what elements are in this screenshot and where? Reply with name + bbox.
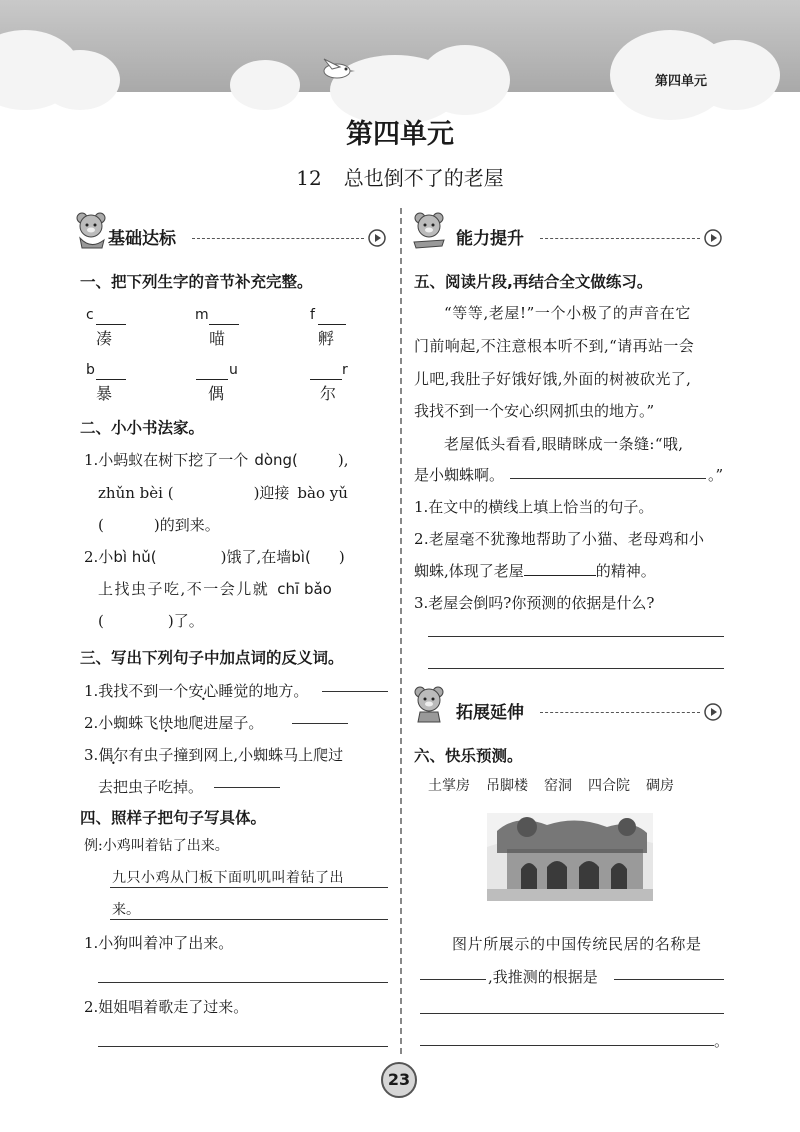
example-answer: 九只小鸡从门板下面叽叽叫着钻了出 bbox=[112, 870, 344, 886]
text-span: )了。 bbox=[167, 612, 204, 630]
q6-end-mark: 。 bbox=[714, 1032, 730, 1050]
text-span: ) bbox=[338, 548, 345, 566]
column-divider bbox=[400, 208, 402, 1054]
text-span: 蜘蛛,体现了老屋 bbox=[414, 562, 524, 580]
lesson-title bbox=[0, 162, 800, 191]
text-line bbox=[84, 680, 308, 701]
answer-blank[interactable] bbox=[524, 561, 596, 576]
text-line bbox=[98, 482, 348, 503]
cave-dwelling-photo bbox=[487, 813, 653, 901]
text-span: ), bbox=[337, 451, 349, 469]
hanzi: 喵 bbox=[209, 329, 226, 348]
unit-tab: 第四单元 bbox=[655, 74, 708, 89]
answer-line[interactable] bbox=[614, 979, 724, 980]
text-span: 的精神。 bbox=[595, 562, 656, 580]
pinyin-span: bì hǔ( bbox=[113, 548, 157, 566]
emphasized-word: 安心 bbox=[188, 682, 219, 700]
text-line bbox=[84, 546, 345, 567]
pinyin-fragment: b bbox=[86, 362, 95, 378]
dwelling-options bbox=[428, 775, 674, 795]
text-span: 2.小蜘蛛飞 bbox=[84, 714, 159, 732]
pinyin-span: zhǔn bèi ( bbox=[98, 484, 174, 502]
hanzi: 尔 bbox=[320, 384, 337, 403]
answer-line[interactable] bbox=[420, 979, 486, 980]
option-text: 碉房 bbox=[646, 778, 674, 794]
bear-mascot-icon bbox=[412, 684, 446, 724]
option-text: 窑洞 bbox=[544, 778, 572, 794]
text-line bbox=[98, 514, 220, 535]
bear-mascot-icon bbox=[74, 210, 108, 250]
q1-title: 一、把下列生字的音节补充完整。 bbox=[80, 273, 313, 291]
pinyin-span: bì( bbox=[291, 548, 311, 566]
option-text: 吊脚楼 bbox=[486, 778, 528, 794]
pinyin-fragment: c bbox=[86, 307, 94, 323]
pinyin-blank[interactable] bbox=[96, 324, 126, 325]
answer-line[interactable] bbox=[214, 787, 280, 788]
passage-line: 。” bbox=[708, 466, 724, 484]
answer-line[interactable] bbox=[428, 668, 724, 669]
page-number: 23 bbox=[381, 1062, 417, 1098]
text-span: )迎接 bbox=[253, 484, 290, 502]
answer-line[interactable] bbox=[420, 1045, 714, 1046]
play-arrow-icon bbox=[704, 229, 722, 247]
passage-line: 儿吧,我肚子好饿好饿,外面的树被砍光了, bbox=[414, 370, 692, 388]
pinyin-fragment: u bbox=[229, 362, 238, 378]
answer-line[interactable] bbox=[428, 636, 724, 637]
example-line bbox=[110, 919, 388, 920]
section-header-ability bbox=[412, 210, 724, 254]
emphasized-word: 偶尔 bbox=[98, 746, 129, 764]
passage-line: 门前响起,不注意根本听不到,“请再站一会 bbox=[414, 337, 695, 355]
text-span: 上找虫子吃,不一会儿就 bbox=[98, 580, 270, 598]
text-span: 3. bbox=[84, 746, 99, 764]
section-title: 能力提升 bbox=[456, 229, 524, 249]
lesson-name: 总也倒不了的老屋 bbox=[343, 166, 504, 190]
hanzi: 凑 bbox=[96, 329, 113, 348]
q4-title: 四、照样子把句子写具体。 bbox=[80, 809, 267, 827]
passage-line: 我找不到一个安心织网抓虫的地方。” bbox=[414, 402, 655, 420]
text-span: 有虫子撞到网上,小蜘蛛马上爬过 bbox=[128, 746, 344, 764]
example-answer: 来。 bbox=[112, 902, 140, 918]
text-line bbox=[84, 744, 343, 765]
pinyin-blank[interactable] bbox=[196, 379, 228, 380]
q5-title: 五、阅读片段,再结合全文做练习。 bbox=[414, 273, 653, 291]
question-line: 3.老屋会倒吗?你预测的依据是什么? bbox=[414, 594, 655, 612]
section-title: 基础达标 bbox=[108, 229, 176, 249]
text-span: 地爬进屋子。 bbox=[173, 714, 264, 732]
play-arrow-icon bbox=[368, 229, 386, 247]
passage-line: 是小蜘蛛啊。 bbox=[414, 466, 505, 484]
dashed-rule bbox=[540, 712, 700, 713]
section-header-basic bbox=[74, 210, 390, 254]
dashed-rule bbox=[192, 238, 364, 239]
unit-title: 第四单元 bbox=[346, 119, 454, 150]
text-span: )的到来。 bbox=[153, 516, 220, 534]
q6-prompt: 图片所展示的中国传统民居的名称是 bbox=[452, 935, 702, 953]
pinyin-blank[interactable] bbox=[310, 379, 342, 380]
q3-title: 三、写出下列句子中加点词的反义词。 bbox=[80, 649, 344, 667]
pinyin-fragment: f bbox=[310, 307, 315, 323]
text-line bbox=[98, 610, 204, 631]
q6-prompt: ,我推测的根据是 bbox=[488, 968, 598, 986]
answer-line[interactable] bbox=[98, 1046, 388, 1047]
q4-item: 1.小狗叫着冲了出来。 bbox=[84, 934, 234, 952]
text-span: )饿了,在墙 bbox=[220, 548, 292, 566]
section-title: 拓展延伸 bbox=[456, 703, 524, 723]
text-span: ( bbox=[98, 516, 104, 534]
hanzi: 暴 bbox=[96, 384, 113, 403]
answer-line[interactable] bbox=[292, 723, 348, 724]
text-line: 去把虫子吃掉。 bbox=[98, 778, 204, 796]
hanzi: 偶 bbox=[208, 384, 225, 403]
answer-line[interactable] bbox=[98, 982, 388, 983]
text-span: 睡觉的地方。 bbox=[218, 682, 309, 700]
passage-line: “等等,老屋!”一个小极了的声音在它 bbox=[444, 304, 691, 322]
passage-line: 老屋低头看看,眼睛眯成一条缝:“哦, bbox=[444, 435, 684, 453]
lesson-number: 12 bbox=[296, 166, 322, 190]
section-header-extension bbox=[412, 684, 724, 728]
hanzi: 孵 bbox=[318, 329, 335, 348]
text-line bbox=[98, 578, 332, 599]
text-line bbox=[84, 449, 349, 470]
pinyin-span: bào yǔ bbox=[297, 484, 348, 502]
play-arrow-icon bbox=[704, 703, 722, 721]
example-label: 例:小鸡叫着钻了出来。 bbox=[84, 838, 229, 854]
pinyin-blank[interactable] bbox=[96, 379, 126, 380]
pinyin-fragment: r bbox=[342, 362, 348, 378]
pinyin-span: dòng( bbox=[254, 451, 298, 469]
q2-title: 二、小小书法家。 bbox=[80, 419, 205, 437]
text-span: 1.我找不到一个 bbox=[84, 682, 189, 700]
text-span: ( bbox=[98, 612, 104, 630]
answer-line[interactable] bbox=[322, 691, 388, 692]
emphasized-word: 快 bbox=[158, 714, 174, 732]
q6-title: 六、快乐预测。 bbox=[414, 747, 523, 765]
bird-icon bbox=[318, 57, 356, 81]
example-line bbox=[110, 887, 388, 888]
answer-line[interactable] bbox=[420, 1013, 724, 1014]
text-line bbox=[84, 712, 263, 733]
answer-line[interactable] bbox=[510, 478, 706, 479]
dashed-rule bbox=[540, 238, 700, 239]
option-text: 土掌房 bbox=[428, 778, 470, 794]
q4-item: 2.姐姐唱着歌走了过来。 bbox=[84, 998, 249, 1016]
question-line: 1.在文中的横线上填上恰当的句子。 bbox=[414, 498, 654, 516]
question-line: 2.老屋毫不犹豫地帮助了小猫、老母鸡和小 bbox=[414, 530, 705, 548]
question-line bbox=[414, 560, 656, 581]
pinyin-fragment: m bbox=[195, 307, 209, 323]
pinyin-blank[interactable] bbox=[209, 324, 239, 325]
text-span: 2.小 bbox=[84, 548, 114, 566]
pinyin-span: chī bǎo bbox=[277, 580, 332, 598]
option-text: 四合院 bbox=[588, 778, 630, 794]
pinyin-blank[interactable] bbox=[318, 324, 346, 325]
text-span: 1.小蚂蚁在树下挖了一个 bbox=[84, 451, 249, 469]
bear-mascot-icon bbox=[412, 210, 446, 250]
